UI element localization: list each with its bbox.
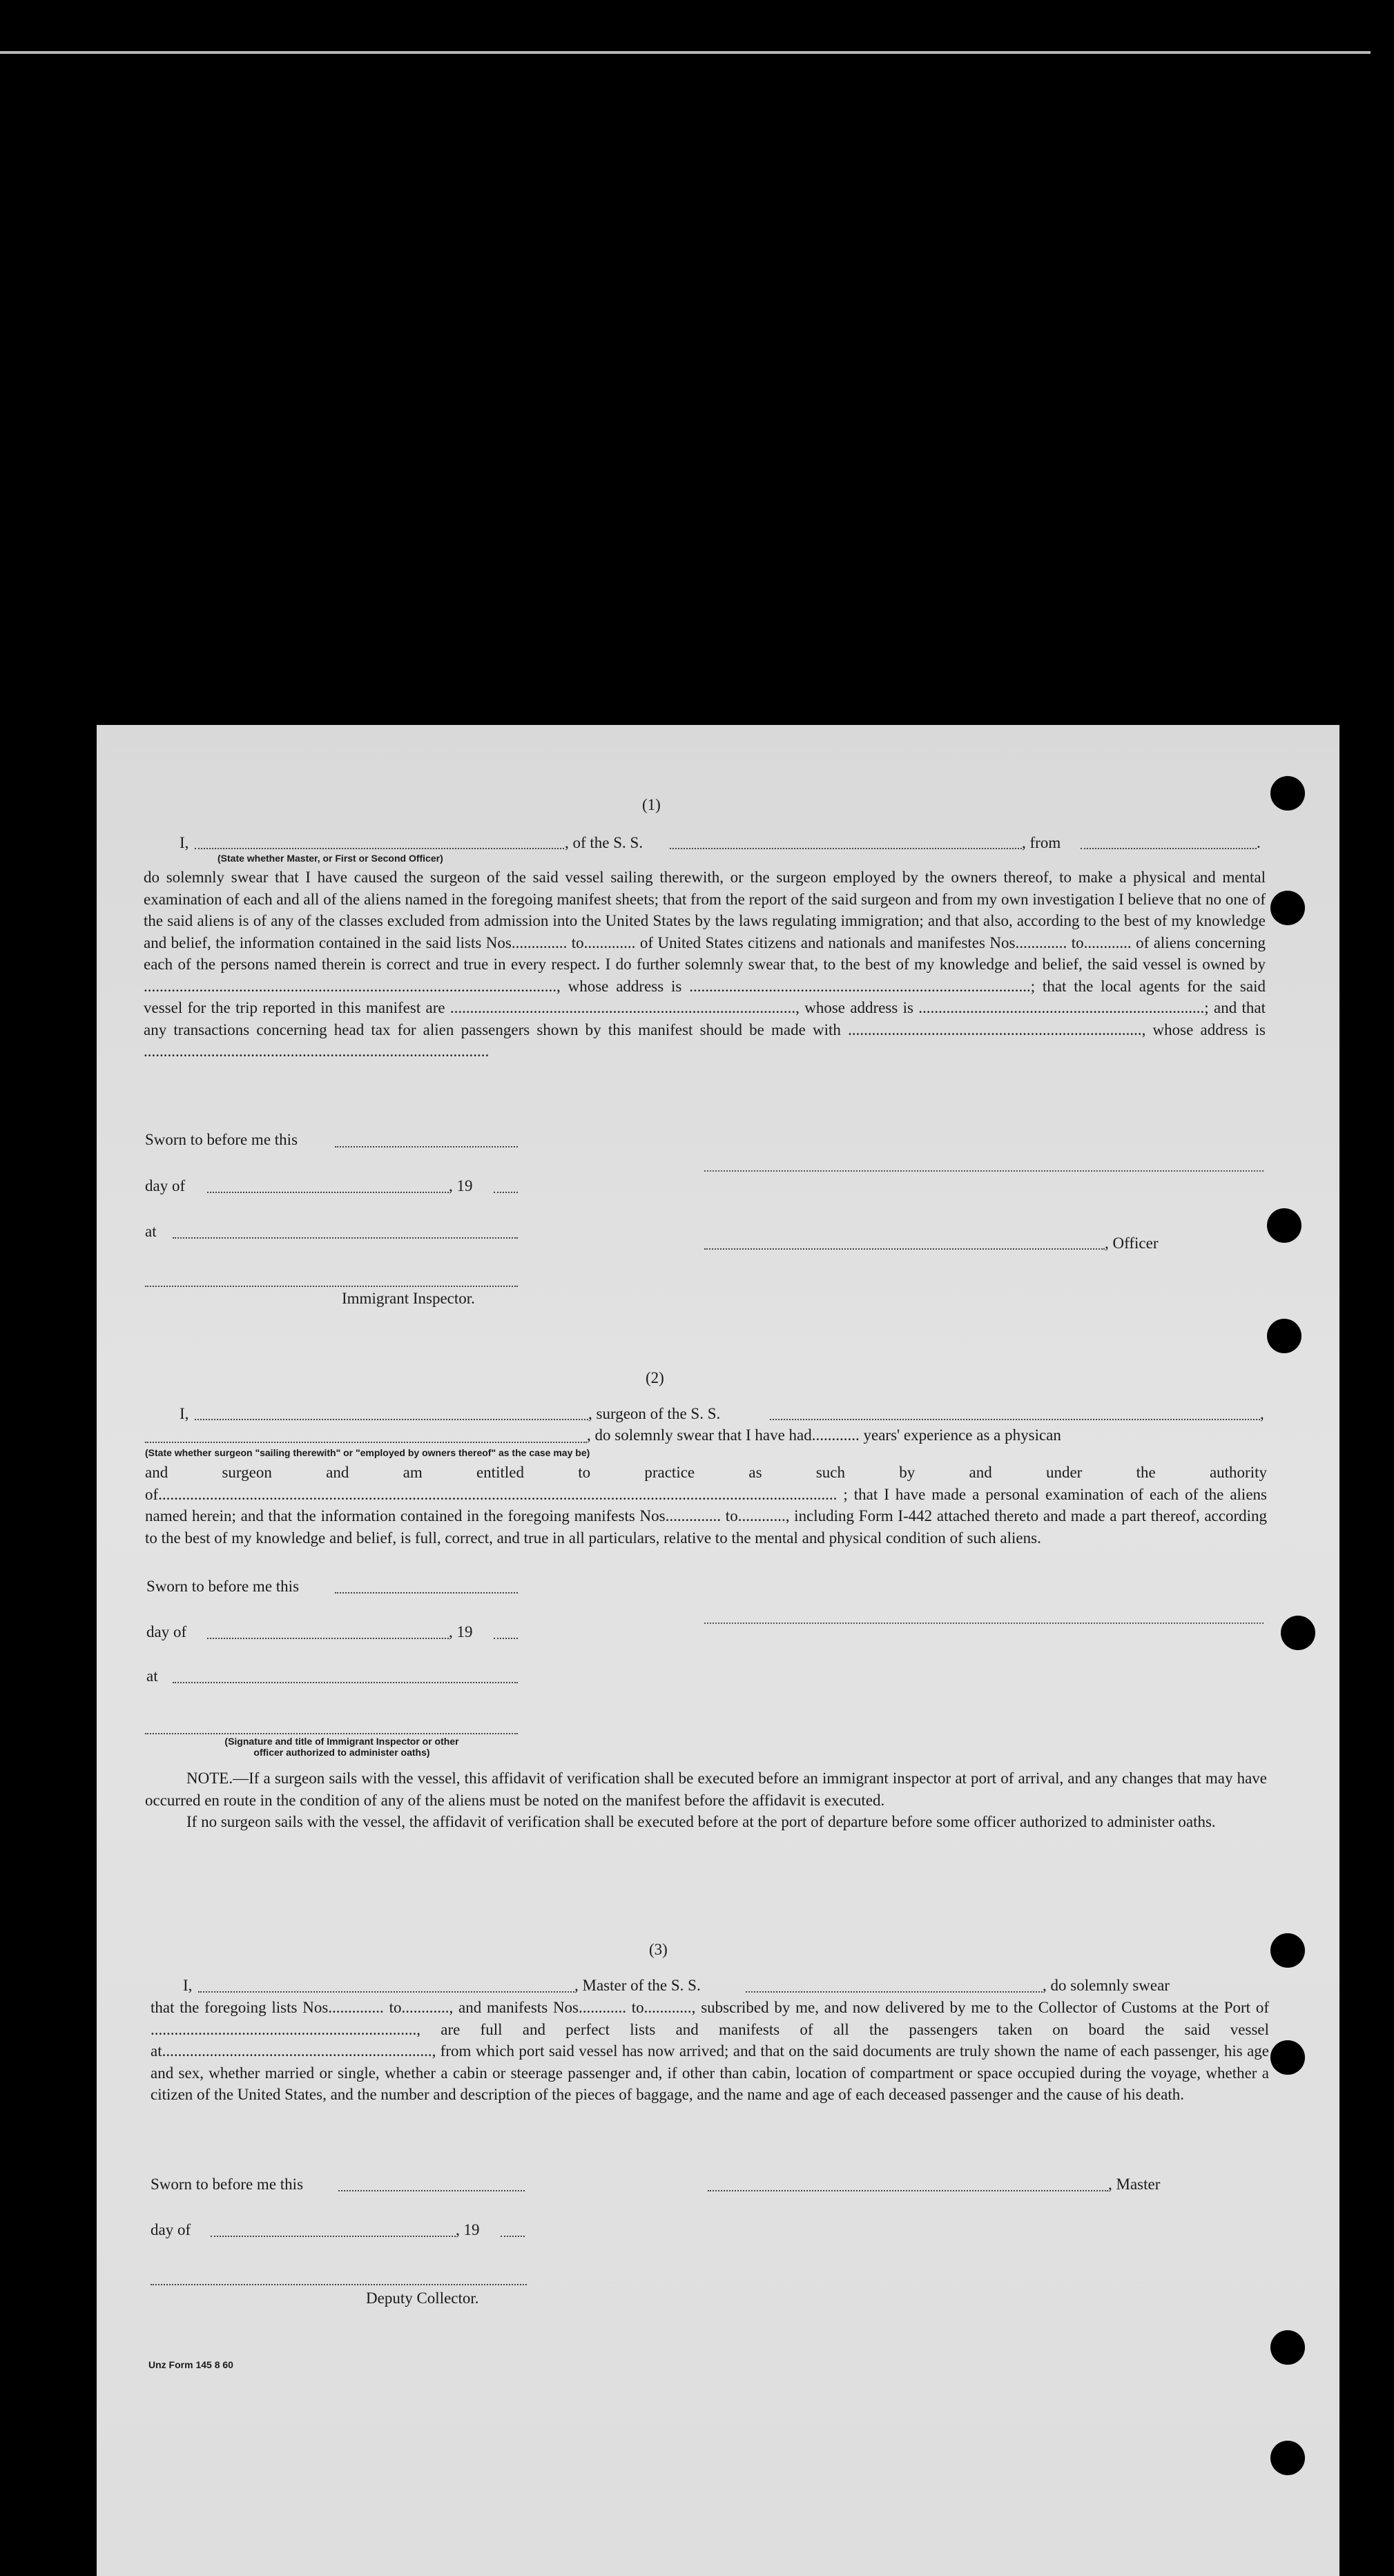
section-1-sworn-field[interactable]: [335, 1146, 518, 1147]
section-1-day-field[interactable]: [207, 1192, 449, 1193]
section-1-oath-paragraph: [144, 866, 1266, 1063]
section-1-at-field[interactable]: [173, 1237, 518, 1239]
section-2-day-field[interactable]: [207, 1638, 449, 1639]
section-1-from: , from: [1022, 834, 1061, 851]
section-3-number: (3): [649, 1941, 668, 1958]
section-3-oath-text: that the foregoing lists Nos.............. to............, and manifests Nos............ to............, subscribed by me, and now delivered by me to the Collector of Customs at the Port of ..................................................................., are full and perfect lists and manifests of all the passengers taken on board the said vessel at...................................................................., from which port said vessel has now arrived; and that on the said documents are truly shown the name of each passenger, his age and sex, whether married or single, whether a cabin or steerage passenger and, if other than cabin, location of compartment or space occupied during the voyage, whether a citizen of the United States, and the number and description of the pieces of baggage, and the name and age of each deceased passenger and the cause of his death.: [151, 1999, 1269, 2103]
section-1-inspector-signature-line[interactable]: [145, 1286, 518, 1287]
section-2-comma: ,: [1260, 1405, 1264, 1422]
surgeon-status-field[interactable]: [145, 1442, 587, 1443]
section-2-surgeon-signature-line[interactable]: [704, 1623, 1264, 1624]
note-surgeon-sails: NOTE.—If a surgeon sails with the vessel, this affidavit of verification shall be executed before an immigrant inspector at port of arrival, and any changes that may have occurred en route in the condition of any of the aliens must be noted on the manifest before the affidavit is executed.: [145, 1770, 1267, 1809]
vessel-name-field[interactable]: [670, 848, 1022, 849]
form-number: Unz Form 145 8 60: [148, 2359, 233, 2370]
section-3-sworn-field[interactable]: [338, 2190, 525, 2191]
section-2-signature-note: [145, 1736, 539, 1758]
section-3-master-of-ss: , Master of the S. S.: [574, 1977, 701, 1994]
section-3-sworn-label: Sworn to before me this: [151, 2176, 304, 2193]
section-1-day-label: day of: [145, 1177, 186, 1194]
binder-hole: [1270, 2040, 1305, 2075]
binder-hole: [1267, 1208, 1301, 1243]
binder-hole: [1281, 1616, 1315, 1650]
section-2-sworn-label: Sworn to before me this: [146, 1578, 300, 1595]
binder-hole: [1267, 1319, 1301, 1353]
binder-hole: [1270, 891, 1305, 925]
section-1-i: I,: [180, 834, 189, 851]
binder-hole: [1270, 2330, 1305, 2365]
binder-hole: [1270, 1933, 1305, 1968]
section-3-year-label: , 19: [456, 2221, 480, 2238]
section-2-oath-paragraph: [145, 1462, 1267, 1549]
section-3-swear: , do solemnly swear: [1043, 1977, 1170, 1994]
port-from-field[interactable]: [1081, 848, 1257, 849]
section-1-officer-signature-line[interactable]: [704, 1170, 1264, 1172]
surgeon-status-note: (State whether surgeon "sailing therewith" or "employed by owners thereof" as the case may be): [145, 1447, 590, 1458]
master-signature-field[interactable]: [708, 2190, 1108, 2191]
section-1-oath-text: do solemnly swear that I have caused the surgeon of the said vessel sailing therewith, or the surgeon employed by the owners thereof, to make a physical and mental examination of each and all of the aliens named in the foregoing manifest sheets; that from the report of the said surgeon and from my own investigation I believe that no one of the said aliens is of any of the classes excluded from admission into the United States by the laws regulating immigration; and that also, according to the best of my knowledge and belief, the information contained in the said lists Nos.............. to............. of United States citizens and nationals and manifestes Nos............. to............ of aliens concerning each of the persons named therein is correct and true in every respect. I do further solemnly swear that, to the best of my knowledge and belief, the said vessel is owned by ........................................................................................................, whose address is ......................................................................................; that the local agents for the said vessel for the trip reported in this manifest are ......................................................................................., whose address is ........................................................................; and that any transactions concerning head tax for alien passengers shown by this manifest should be made with .........................................................................., whose address is .......................................................................................: [144, 869, 1266, 1060]
section-3-i: I,: [183, 1977, 193, 1994]
section-1-officer-field[interactable]: [704, 1248, 1105, 1250]
signature-note-line-1: (Signature and title of Immigrant Inspector or other: [224, 1736, 459, 1747]
officer-rank-note: (State whether Master, or First or Second Officer): [217, 853, 443, 864]
section-3-vessel-field[interactable]: [746, 1991, 1043, 1993]
officer-name-field[interactable]: [195, 848, 564, 849]
section-3-master-label: , Master: [1108, 2176, 1161, 2193]
section-2-year-label: , 19: [449, 1623, 473, 1640]
section-2-day-label: day of: [146, 1623, 187, 1640]
section-2-year-field[interactable]: [494, 1638, 518, 1639]
section-1-at-label: at: [145, 1223, 157, 1240]
deputy-collector-signature-line[interactable]: [151, 2284, 527, 2285]
section-2-sworn-field[interactable]: [335, 1592, 518, 1594]
manifest-affidavit-page: [97, 725, 1339, 2576]
binder-hole: [1270, 776, 1305, 811]
master-name-field[interactable]: [198, 1991, 574, 1993]
note-no-surgeon: If no surgeon sails with the vessel, the affidavit of verification shall be executed before at the port of departure before some officer authorized to administer oaths.: [186, 1813, 1216, 1830]
signature-note-line-2: officer authorized to administer oaths): [253, 1747, 430, 1758]
section-1-number: (1): [642, 796, 661, 813]
top-edge-line: [0, 51, 1371, 54]
section-3-day-label: day of: [151, 2221, 191, 2238]
section-2-inspector-signature-line[interactable]: [145, 1733, 518, 1734]
section-2-oath-text: and surgeon and am entitled to practice as such by and under the authority of........................................................................................................................................................................... ; that I have made a personal examination of each of the aliens named herein; and that the information contained in the foregoing manifests Nos.............. to............, including Form I-442 attached thereto and made a part thereof, according to the best of my knowledge and belief, is full, correct, and true in all particulars, relative to the mental and physical condition of such aliens.: [145, 1464, 1267, 1547]
section-1-sworn-label: Sworn to before me this: [145, 1131, 298, 1148]
section-1-officer-label: , Officer: [1105, 1234, 1159, 1252]
section-2-vessel-field[interactable]: [770, 1419, 1260, 1420]
section-3-day-field[interactable]: [211, 2236, 456, 2237]
surgeon-name-field[interactable]: [195, 1419, 588, 1420]
section-2-experience-line: , do solemnly swear that I have had............ years' experience as a physican: [587, 1426, 1061, 1444]
section-1-year-label: , 19: [449, 1177, 473, 1194]
section-2-number: (2): [646, 1369, 664, 1386]
section-2-at-field[interactable]: [173, 1682, 518, 1683]
section-1-period: .: [1257, 834, 1261, 851]
section-1-of-ss: , of the S. S.: [565, 834, 643, 851]
section-1-inspector-label: Immigrant Inspector.: [342, 1290, 475, 1307]
section-1-year-field[interactable]: [494, 1192, 518, 1193]
deputy-collector-label: Deputy Collector.: [366, 2289, 479, 2307]
section-3-oath-paragraph: [151, 1997, 1269, 2106]
section-2-surgeon-of-ss: , surgeon of the S. S.: [588, 1405, 721, 1422]
section-2-note: [145, 1768, 1267, 1833]
section-2-at-label: at: [146, 1667, 158, 1685]
binder-hole: [1270, 2441, 1305, 2475]
section-2-i: I,: [180, 1405, 189, 1422]
section-3-year-field[interactable]: [501, 2236, 525, 2237]
